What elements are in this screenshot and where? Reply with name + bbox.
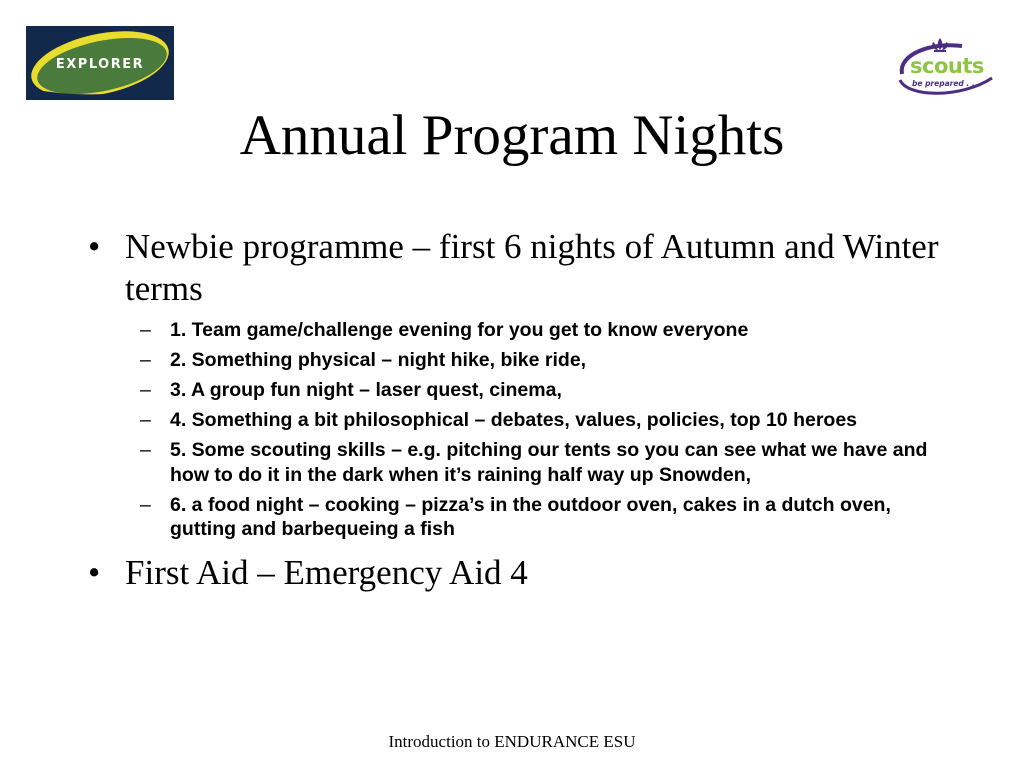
scouts-logo (892, 36, 996, 102)
scouts-logo-word: scouts (910, 54, 984, 78)
sub-bullet-text: 6. a food night – cooking – pizza’s in the outdoor oven, cakes in a dutch oven, gutting and barbequeing a fish (170, 493, 891, 540)
scouts-logo-tagline: be prepared . . . (912, 79, 981, 88)
bullet-glyph: • (88, 227, 101, 266)
slide-footer (0, 732, 1024, 752)
dash-glyph: – (140, 319, 151, 341)
footer-text: Introduction to ENDURANCE ESU (388, 732, 636, 751)
sub-bullet-text: 3. A group fun night – laser quest, cinema, (170, 379, 562, 401)
dash-glyph: – (140, 493, 151, 516)
dash-glyph: – (140, 349, 151, 371)
bullet-list (88, 226, 968, 594)
sub-bullet-text: 2. Something physical – night hike, bike ride, (170, 349, 587, 371)
dash-glyph: – (140, 409, 151, 431)
fleur-de-lis-icon (932, 38, 947, 52)
bullet-text: Newbie programme – first 6 nights of Autumn and Winter terms (125, 227, 939, 308)
sub-bullet-item (88, 438, 940, 487)
bullet-item (88, 226, 968, 542)
sub-bullet-text: 1. Team game/challenge evening for you get to know everyone (170, 319, 749, 341)
explorer-logo (26, 26, 174, 100)
bullet-text: First Aid – Emergency Aid 4 (125, 552, 528, 592)
sub-bullet-item (88, 378, 940, 403)
slide-title: Annual Program Nights (239, 104, 785, 167)
sub-bullet-item (88, 493, 940, 542)
sub-bullet-item (88, 408, 940, 433)
explorer-logo-text: EXPLORER (55, 57, 145, 72)
sub-bullet-item (88, 318, 940, 343)
dash-glyph: – (140, 379, 151, 401)
dash-glyph: – (140, 439, 151, 461)
sub-bullet-list (88, 318, 968, 542)
sub-bullet-text: 5. Some scouting skills – e.g. pitching our tents so you can see what we have and how to do it in the dark when it’s raining half way up Snowden, (170, 439, 928, 486)
bullet-item (88, 552, 968, 594)
slide-content (88, 226, 968, 604)
sub-bullet-text: 4. Something a bit philosophical – debates, values, policies, top 10 heroes (170, 409, 858, 431)
sub-bullet-item (88, 348, 940, 373)
bullet-glyph: • (88, 552, 101, 592)
